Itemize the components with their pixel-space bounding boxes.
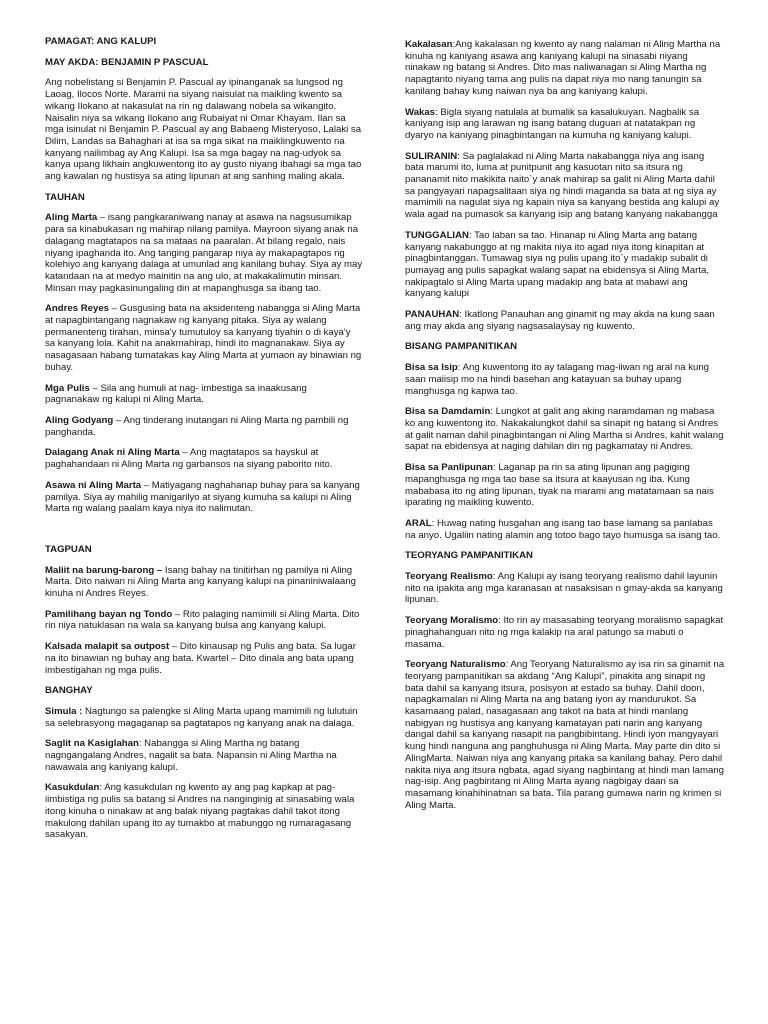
bisa-item bbox=[405, 362, 725, 397]
definition-text: : Ikatlong Panauhan ang ginamit ng may akda na kung saan ang may akda ang siyang nagsasalaysay ng kuwento. bbox=[405, 309, 715, 332]
definition-text: : Huwag nating husgahan ang isang tao base lamang sa panlabas na anyo. Ugaliin nating alamin ang totoo bago tayo humusga sa isang tao. bbox=[405, 517, 721, 541]
term-label: Wakas bbox=[405, 106, 436, 118]
teorya-item bbox=[405, 571, 725, 606]
definition-text: : Laganap pa rin sa ating lipunan ang pagiging mapanghusga ng mga tao base sa itsura at kaayusan ng iba. Kung mababasa ito ng ating lipunan, tiyak na marami ang matatamaan sa nais iparating ng maikling kuwento. bbox=[405, 462, 714, 509]
definition-text: – Rito palaging namimili si Aling Marta. Dito rin niya natuklasan na wala sa kanyang bulsa ang kanyang kalupi. bbox=[45, 608, 360, 632]
definition-text: : Nabangga si Aling Martha ng batang nagngangalang Andres, nagalit sa bata. Napansin ni Aling Martha na nawawala ang kaniyang kalupi. bbox=[45, 738, 337, 773]
right-column bbox=[405, 39, 725, 820]
tagpuan-item bbox=[45, 609, 363, 632]
banghay-item bbox=[45, 738, 363, 773]
banghay-item bbox=[45, 782, 363, 841]
banghay-item bbox=[405, 107, 725, 142]
definition-text: : Sa paglalakad ni Aling Marta nakabangga niya ang isang bata marumi ito, luma at punitpunit ang kasuotan nito sa itsura ng pananamit nito makikita naito`y anak mahirap sa galit ni Aling Marta dahil sa pangyayari napagsalitaan siya ng hindi maganda sa bata at ng siya ay mamimili na nagulat siya ng kapain niya sa kanyang bestida ang kalupi ay wala agad na pumasok sa kanyang isip ang batang kanyang nakabangga bbox=[405, 150, 720, 221]
term-label: PANAUHAN bbox=[405, 309, 460, 321]
banghay-item bbox=[45, 706, 363, 729]
term-label: Asawa ni Aling Marta bbox=[45, 479, 142, 491]
definition-text: – isang pangkaraniwang nanay at asawa na nagsusumikap para sa kinabukasan ng mahirap nilang pamilya. Mayroon siyang anak na dalagang magtatapos na sa mataas na paaralan. At bilang regalo, nais niyang ipaghanda ito. Ang tanging pangarap niya ay makapagtapos ng kolehiyo ang kanyang dalaga at umunlad ang kanilang buhay. Siya ay may katandaan na at medyo mainitin na ang ulo, at makakalimutin minsan. Minsan may pagkasinungaling din at mapanghusga sa ibang tao. bbox=[45, 212, 363, 294]
left-column bbox=[45, 36, 363, 850]
author-line: MAY AKDA: BENJAMIN P PASCUAL bbox=[45, 56, 209, 68]
term-label: Kalsada malapit sa outpost bbox=[45, 641, 170, 653]
definition-text: – Ang magtatapos sa hayskul at paghahandaan ni Aling Marta ng garbansos na siyang paborito nito. bbox=[45, 447, 333, 471]
panauhan-item bbox=[405, 309, 725, 332]
suliranin-item bbox=[405, 151, 725, 221]
term-label: Teoryang Naturalismo bbox=[405, 659, 506, 671]
tauhan-item bbox=[45, 480, 363, 515]
aral-item bbox=[405, 518, 725, 541]
definition-text: : Ang Kalupi ay isang teoryang realismo dahil layunin nito na ipakita ang mga karanasan at nasaksisan n gmay-akda sa kanyang lipunan. bbox=[405, 571, 723, 606]
term-label: Bisa sa Panlipunan bbox=[405, 462, 493, 474]
definition-text: – Gusgusing bata na aksidenteng nabangga si Aling Marta at napagbintangang nagnakaw ng kanyang pitaka. Siya ay walang permanenteng tirahan, minsa'y tumutuloy sa kanyang tiyahin o di kaya'y sa kanyang lola. Kahit na anakmahirap, hindi ito magnanakaw. Siya ay nasagasaan habang tumatakas kay Aling Marta at yumaon ay binawian ng buhay. bbox=[45, 303, 362, 373]
term-label: Andres Reyes bbox=[45, 303, 109, 315]
term-label: TUNGGALIAN bbox=[405, 229, 469, 241]
tagpuan-item bbox=[45, 641, 363, 676]
definition-text: : Ito rin ay masasabing teoryang moralismo sapagkat pinaghahanguan nito ng mga kalakip na aral patungo sa mabuti o masama. bbox=[405, 615, 724, 650]
term-label: Teoryang Moralismo bbox=[405, 615, 499, 627]
term-label: Dalagang Anak ni Aling Marta bbox=[45, 447, 180, 459]
term-label: Simula : bbox=[45, 705, 83, 717]
tauhan-item bbox=[45, 303, 363, 373]
section-heading-tagpuan: TAGPUAN bbox=[45, 543, 92, 555]
section-heading-bisa: BISANG PAMPANITIKAN bbox=[405, 341, 518, 353]
definition-text: Isang bahay na tinitirhan ng pamilya ni Aling Marta. Dito naiwan ni Aling Marta ang kanyang kalupi na pinaniniwalaang kinuha ni Andres Reyes. bbox=[45, 564, 356, 600]
bisa-item bbox=[405, 406, 725, 453]
banghay-item bbox=[405, 39, 725, 98]
definition-text: – Ang tinderang inutangan ni Aling Marta ng pambili ng panghanda. bbox=[45, 414, 349, 438]
term-label: Pamilihang bayan ng Tondo bbox=[45, 608, 173, 620]
document-title: PAMAGAT: ANG KALUPI bbox=[45, 36, 157, 47]
definition-text: – Dito kinausap ng Pulis ang bata. Sa lugar na ito binawian ng buhay ang bata. Kwartel – Dito dinala ang bata upang imbestigahan ng mga pulis. bbox=[45, 641, 356, 676]
definition-text: :Ang kakalasan ng kwento ay nang nalaman ni Aling Martha na kinuha ng kaniyang asawa ang kaniyang kalupi na sinasabi niyang ninakaw ng batang si Andres. Dito mas naliwanagan si Aling Martha ng napagtanto niyang tama ang pulis na dapat niya mo nang tanungin sa kanilang bahay kung naiwan nya ba ang kaniyang kalupi. bbox=[405, 39, 721, 97]
definition-text: : Ang kasukdulan ng kwento ay ang pag kapkap at pag-iimbistiga ng pulis sa batang si Andres na nanginginig at sinasabing wala itong kinuha o ninakaw at ang balak niyang pagtakas dahil takot itong makulong dahilan upang ito ay tumakbo at mabunggo ng rumaragasang sasakyan. bbox=[45, 782, 355, 841]
section-heading-teorya: TEORYANG PAMPANITIKAN bbox=[405, 550, 533, 562]
definition-text: – Sila ang humuli at nag- imbestiga sa inaakusang pagnanakaw ng kalupi ni Aling Marta. bbox=[45, 382, 307, 406]
term-label: Teoryang Realismo bbox=[405, 571, 493, 583]
section-heading-banghay: BANGHAY bbox=[45, 685, 93, 697]
definition-text: : Ang kuwentong ito ay talagang mag-iiwan ng aral na kung saan maiisip mo na hindi basehan ang katayuan sa buhay upang manghusga ng kapwa tao. bbox=[405, 362, 710, 397]
tauhan-item bbox=[45, 212, 363, 294]
tagpuan-item bbox=[45, 565, 363, 600]
definition-text: : Bigla siyang natulala at bumalik sa kasalukuyan. Nagbalik sa kaniyang isip ang larawan ng isang batang duguan at natatakpan ng dyaryo na kaniyang pinagbintangan na kumuha ng kaniyang kalupi. bbox=[405, 106, 700, 141]
section-heading-tauhan: TAUHAN bbox=[45, 191, 85, 203]
term-label: Aling Marta bbox=[45, 212, 98, 224]
term-label: Maliit na barung-barong – bbox=[45, 564, 163, 576]
term-label: Bisa sa Damdamin bbox=[405, 406, 491, 418]
term-label: Saglit na Kasiglahan bbox=[45, 738, 139, 750]
term-label: Aling Godyang bbox=[45, 414, 114, 426]
term-label: SULIRANIN bbox=[405, 150, 458, 162]
definition-text: : Lungkot at galit ang aking naramdaman ng mabasa ko ang kuwentong ito. Nakakalungkot dahil sa sinapit ng batang si Andres at galit naman dahil pinagbintangan ni Aling Martha si Andres, kahit walang sapat na ebidensya at naging dahilan din ng pagkamatay ni Andres. bbox=[405, 406, 724, 453]
definition-text: Nagtungo sa palengke si Aling Marta upang mamimili ng lulutuin sa selebrasyong magaganap sa pagtatapos ng kanyang anak na dalaga. bbox=[45, 705, 358, 729]
teorya-item bbox=[405, 659, 725, 811]
term-label: Kasukdulan bbox=[45, 782, 100, 794]
definition-text: – Matiyagang naghahanap buhay para sa kanyang pamilya. Siya ay mahilig manigarilyo at siyang kumuha sa kalupi ni Aling Marta ng walang paalam kaya niya ito nalimutan. bbox=[45, 479, 360, 515]
term-label: ARAL bbox=[405, 517, 432, 529]
intro-paragraph: Ang nobelistang si Benjamin P. Pascual ay ipinanganak sa lungsod ng Laoag, Ilocos Norte. Marami na siyang naisulat na maikling kwento sa wikang Ilokano at nakasulat na rin ng dalawang nobela sa wikangito. Naisalin niya sa wikang Ilokano ang Rubaiyat ni Omar Khayam. Ilan sa mga isinulat ni Benjamin P. Pascual ay ang Babaeng Misteryoso, Lalaki sa Dilim, Landas sa Bahaghari at isa sa mga sikat na maiklingkuwento na kanyang nailimbag ay Ang Kalupi. Isa sa mga bagay na nag-udyok sa kanya upang likhain angkuwentong ito ay gusto niyang ibahagi sa mga tao ang kawalan ng hustisya sa ating lipunan at ang sanhing maling akala. bbox=[45, 77, 362, 183]
bisa-item bbox=[405, 462, 725, 509]
definition-text: : Ang Teoryang Naturalismo ay isa rin sa ginamit na teoryang pampanitikan sa akdang “Ang Kalupi”, pinakita ang sinapit ng bata dahil sa kanyang itsura, posisyon at estado sa buhay. Dahil doon, napagkamalan ni Aling Marta na ang batang iyon ay mandurukot. Sa kasamaang palad, nasagasaan ang takot na bata at hindi manlang nabigyan ng hustisya ang kanyang kamatayan pati narin ang kanyang dangal dahil sa kanyang nasapit na pangbibintang. Hindi iyon mangyayari kung hindi nanguna ang panghuhusga ni Aling Marta. May parte din dito si AlingMarta. Naiwan niya ang kanyang pitaka sa kanilang bahay. Pero dahil nakita niya ang itsura ngbata, agad siyang nagbintang at hindi man lamang nag-isip. Ang pagbintang ni Aling Marta ayang nagbigay daan sa masamang kinahihinatnan sa bata. Tila parang gumawa narin ng krimen si Aling Marta. bbox=[405, 659, 725, 811]
term-label: Mga Pulis bbox=[45, 382, 90, 394]
spacer bbox=[45, 524, 363, 544]
definition-text: : Tao laban sa tao. Hinanap ni Aling Marta ang batang kanyang nakabunggo at ng makita niya ito agad niya itong kinapitan at pinagbintanggan. Tumawag siya ng pulis upang ito`y madakip subalit di pumayag ang pulis sapagkat walang sapat na ebidensya si Aling Marta, nakipagtalo si Aling Marta upang madakip ang bata at mabawi ang kanyang kalupi bbox=[405, 229, 709, 300]
tauhan-item bbox=[45, 447, 363, 470]
teorya-item bbox=[405, 615, 725, 650]
term-label: Bisa sa Isip bbox=[405, 362, 458, 374]
term-label: Kakalasan bbox=[405, 39, 453, 50]
tauhan-item bbox=[45, 415, 363, 438]
tunggalian-item bbox=[405, 230, 725, 300]
tauhan-item bbox=[45, 383, 363, 406]
